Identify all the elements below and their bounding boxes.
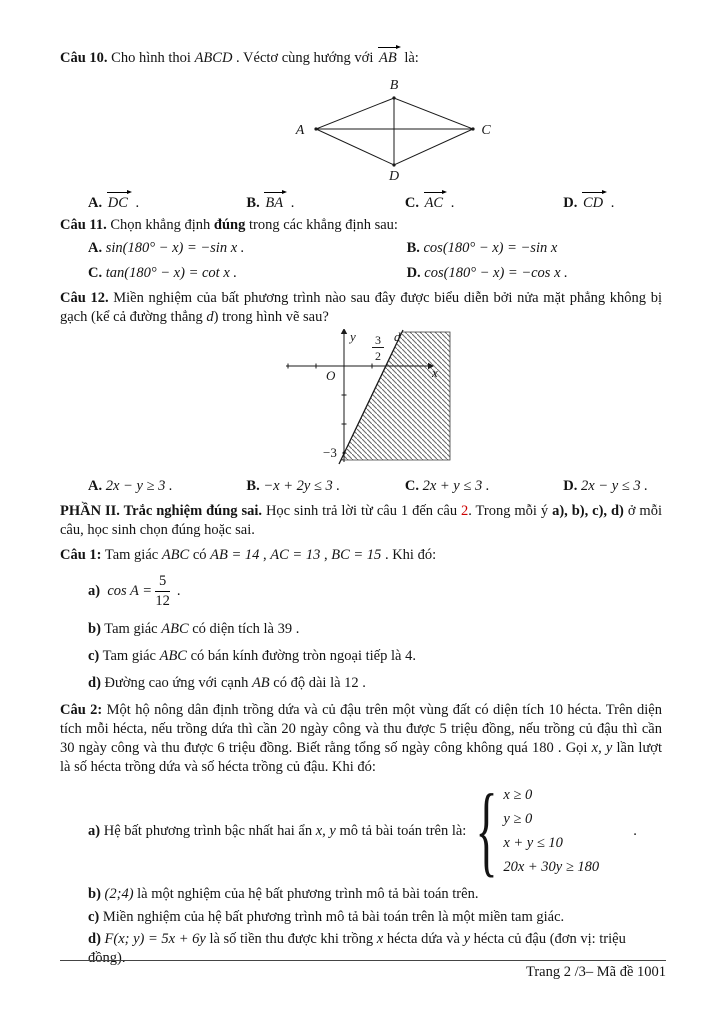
q10-options xyxy=(88,191,662,213)
q12-option-b: B. −x + 2y ≤ 3 . xyxy=(246,478,340,494)
c2-item-c: c) Miền nghiệm của hệ bất phương trình mô tả bài toán trên là một miền tam giác. xyxy=(88,909,565,925)
q11-option-d: D. cos(180° − x) = −cos x . xyxy=(406,265,568,281)
vector-dc: DC xyxy=(106,191,132,213)
vector-ab: AB xyxy=(377,46,401,68)
question-10: Câu 10. Cho hình thoi ABCD . Véctơ cùng hướng với AB là: xyxy=(60,46,662,68)
y-axis-label: y xyxy=(350,329,356,344)
c2-item-a: a) Hệ bất phương trình bậc nhất hai ẩn x, y mô tả bài toán trên là: { x ≥ 0 y ≥ 0 x + y ≤ 10 20x + 30y ≥ 180 . xyxy=(88,774,637,887)
q12-option-d: D. 2x − y ≤ 3 . xyxy=(563,478,648,494)
vertex-label-a: A xyxy=(295,123,305,138)
q10-option-b: B. BA . xyxy=(246,191,404,213)
q11-options-row1 xyxy=(88,239,662,258)
x-intercept-fraction xyxy=(372,333,384,363)
q10-option-c: C. AC . xyxy=(405,191,563,213)
vector-ba: BA xyxy=(263,191,287,213)
c1-item-b: b) Tam giác ABC có diện tích là 39 . xyxy=(88,621,300,637)
part2-question-2: Câu 2: Một hộ nông dân định trồng dứa và củ đậu trên một vùng đất có diện tích 10 hécta. Trên diện tích mỗi hécta, nếu trồng dứa thì cần 20 ngày công và thu được 5 triệu đồng, nếu trồng củ đậu thì cần 30 ngày công và thu được 6 triệu đồng. Biết rằng tổng số ngày công không quá 180 . Gọi x, y lần lượt là số hécta trồng dứa và số hécta trồng củ đậu. Khi đó: xyxy=(60,702,663,775)
q11-option-b: B. cos(180° − x) = −sin x xyxy=(406,240,558,256)
q10-option-a: A. DC . xyxy=(88,191,246,213)
rhombus-svg xyxy=(264,71,508,183)
question-12-label: Câu 12. xyxy=(60,290,109,306)
c1-item-c: c) Tam giác ABC có bán kính đường tròn ngoại tiếp là 4. xyxy=(88,648,416,664)
c1-item-a: a) cos A = $\frac{5}{12}$ . xyxy=(88,573,181,609)
part2-heading: PHẦN II. Trắc nghiệm đúng sai. Học sinh trả lời từ câu 1 đến câu 2. Trong mỗi ý a), b), c), d) ở mỗi câu, học sinh chọn đúng hoặc sai. xyxy=(60,503,662,538)
neg3-label: −3 xyxy=(323,445,337,460)
line-d-label: d xyxy=(394,329,401,344)
system-brace: { xyxy=(475,774,498,887)
svg-text:3: 3 xyxy=(375,333,381,347)
graph-figure xyxy=(282,329,662,471)
part2-q1-label: Câu 1: xyxy=(60,547,102,563)
q11-option-c: C. tan(180° − x) = cot x . xyxy=(88,265,237,281)
part2-q2-label: Câu 2: xyxy=(60,702,103,718)
q12-option-c: C. 2x + y ≤ 3 . xyxy=(404,478,490,494)
question-11: Câu 11. Chọn khẳng định đúng trong các khẳng định sau: xyxy=(60,217,398,233)
q10-option-d: D. CD . xyxy=(563,191,662,213)
q12-option-a: A. 2x − y ≥ 3 . xyxy=(88,478,173,494)
rhombus-figure xyxy=(264,71,662,189)
vertex-label-c: C xyxy=(481,123,491,138)
origin-label: O xyxy=(326,368,336,383)
vertex-label-d: D xyxy=(388,169,400,183)
q12-options xyxy=(88,477,662,496)
c2a-text: a) Hệ bất phương trình bậc nhất hai ẩn x, y mô tả bài toán trên là: xyxy=(88,822,467,839)
page-footer xyxy=(60,960,666,982)
x-axis-label: x xyxy=(432,365,438,380)
q11-options-row2 xyxy=(88,264,662,283)
vector-ac: AC xyxy=(423,191,448,213)
svg-text:2: 2 xyxy=(375,349,381,363)
part2-question-1: Câu 1: Tam giác ABC có AB = 14 , AC = 13 , BC = 15 . Khi đó: xyxy=(60,547,437,563)
y-axis-arrow xyxy=(341,329,347,334)
footer-page-number: Trang 2 /3– Mã đề 1001 xyxy=(525,964,666,980)
fraction-5-12: $\frac{5}{12}$ xyxy=(155,573,170,609)
c1-item-d: d) Đường cao ứng với cạnh AB có độ dài là 12 . xyxy=(88,675,366,691)
vector-cd: CD xyxy=(581,191,607,213)
inequality-system: { x ≥ 0 y ≥ 0 x + y ≤ 10 20x + 30y ≥ 180 xyxy=(475,774,600,887)
question-12: Câu 12. Miền nghiệm của bất phương trình nào sau đây được biểu diễn bởi nửa mặt phẳng không bị gạch (kể cả đường thẳng d) trong hình vẽ sau? xyxy=(60,290,663,325)
red-number: 2 xyxy=(461,503,469,519)
q11-option-a: A. sin(180° − x) = −sin x . xyxy=(88,240,245,256)
hatched-region xyxy=(341,332,450,460)
question-10-label: Câu 10. xyxy=(60,50,108,66)
c2-item-b: b) (2;4) là một nghiệm của hệ bất phương trình mô tả bài toán trên. xyxy=(88,886,479,902)
graph-svg xyxy=(282,329,454,465)
c2-item-d: d) F(x; y) = 5x + 6y là số tiền thu được khi trồng x hécta dứa và y hécta củ đậu (đơn vị: triệu đồng). xyxy=(88,931,626,966)
question-11-label: Câu 11. xyxy=(60,217,107,233)
vertex-label-b: B xyxy=(389,78,399,93)
